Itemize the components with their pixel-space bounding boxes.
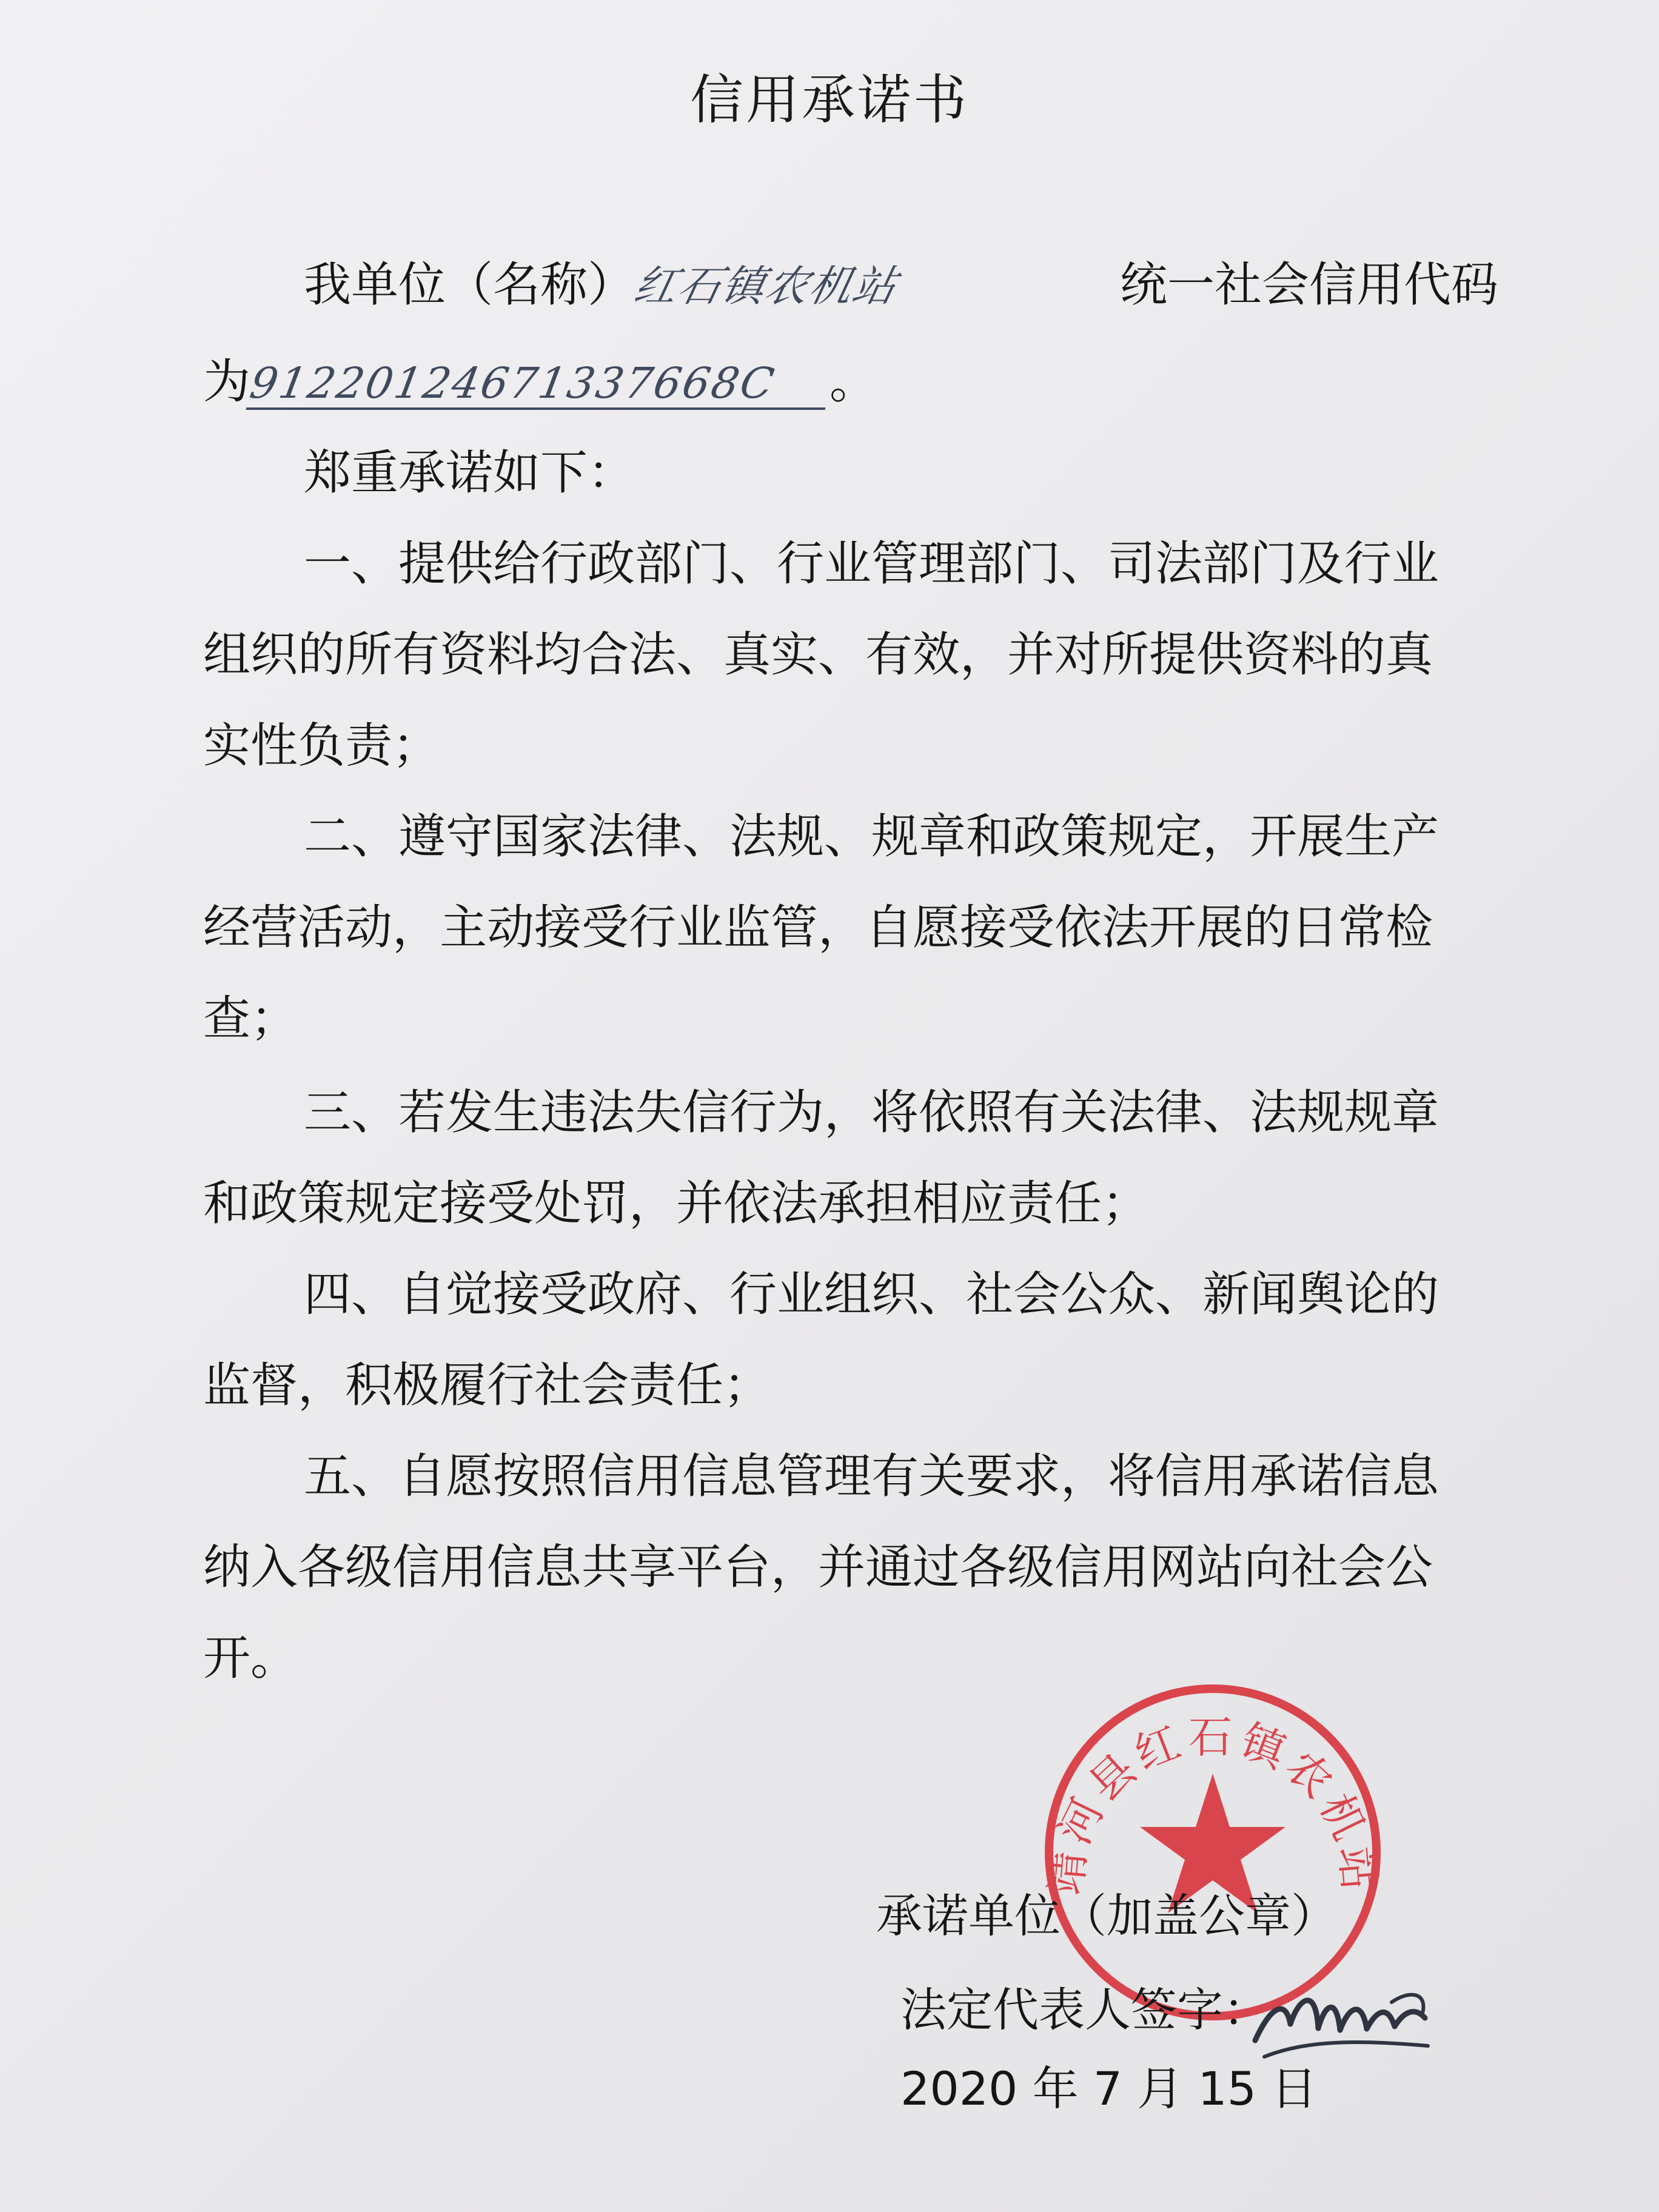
handwritten-signature-icon — [1243, 1971, 1443, 2074]
intro-middle: 统一社会信用代码 — [1120, 258, 1499, 312]
paragraph-1-line-2: 组织的所有资料均合法、真实、有效，并对所提供资料的真 — [203, 628, 1433, 682]
paragraph-5-line-3: 开。 — [203, 1631, 298, 1686]
handwritten-credit-code: 91220124671337668C — [246, 359, 834, 410]
paragraph-2-line-1: 二、遵守国家法律、法规、规章和政策规定，开展生产 — [304, 809, 1439, 864]
pledge-heading: 郑重承诺如下： — [304, 446, 635, 500]
intro-second-prefix: 为 — [203, 355, 251, 409]
representative-signature-label: 法定代表人签字： — [900, 1983, 1269, 2037]
intro-end: 。 — [830, 355, 877, 409]
intro-prefix: 我单位（名称） — [304, 258, 635, 312]
paragraph-4-line-1: 四、自觉接受政府、行业组织、社会公众、新闻舆论的 — [304, 1267, 1439, 1322]
seal-text: 靖河县红石镇农机站 — [1040, 1712, 1386, 1897]
paragraph-4-line-2: 监督，积极履行社会责任； — [203, 1358, 771, 1413]
intro-line-1 — [203, 255, 1638, 317]
unit-signature-label: 承诺单位（加盖公章） — [876, 1889, 1337, 1943]
paragraph-1-line-3: 实性负责； — [203, 719, 440, 773]
paragraph-5-line-1: 五、自愿按照信用信息管理有关要求，将信用承诺信息 — [304, 1449, 1439, 1504]
document-title: 信用承诺书 — [689, 69, 969, 131]
paragraph-2-line-2: 经营活动，主动接受行业监管，自愿接受依法开展的日常检 — [203, 900, 1433, 955]
paragraph-3-line-1: 三、若发生违法失信行为，将依照有关法律、法规规章 — [304, 1085, 1439, 1140]
paragraph-2-line-3: 查； — [203, 991, 298, 1046]
paragraph-3-line-2: 和政策规定接受处罚，并依法承担相应责任； — [203, 1176, 1150, 1231]
paragraph-1-line-1: 一、提供给行政部门、行业管理部门、司法部门及行业 — [304, 537, 1439, 591]
intro-line-2 — [203, 352, 1537, 412]
paragraph-5-line-2: 纳入各级信用信息共享平台，并通过各级信用网站向社会公 — [203, 1540, 1433, 1595]
handwritten-unit-name: 红石镇农机站 — [629, 261, 902, 311]
commitment-date: 2020 年 7 月 15 日 — [900, 2062, 1318, 2116]
